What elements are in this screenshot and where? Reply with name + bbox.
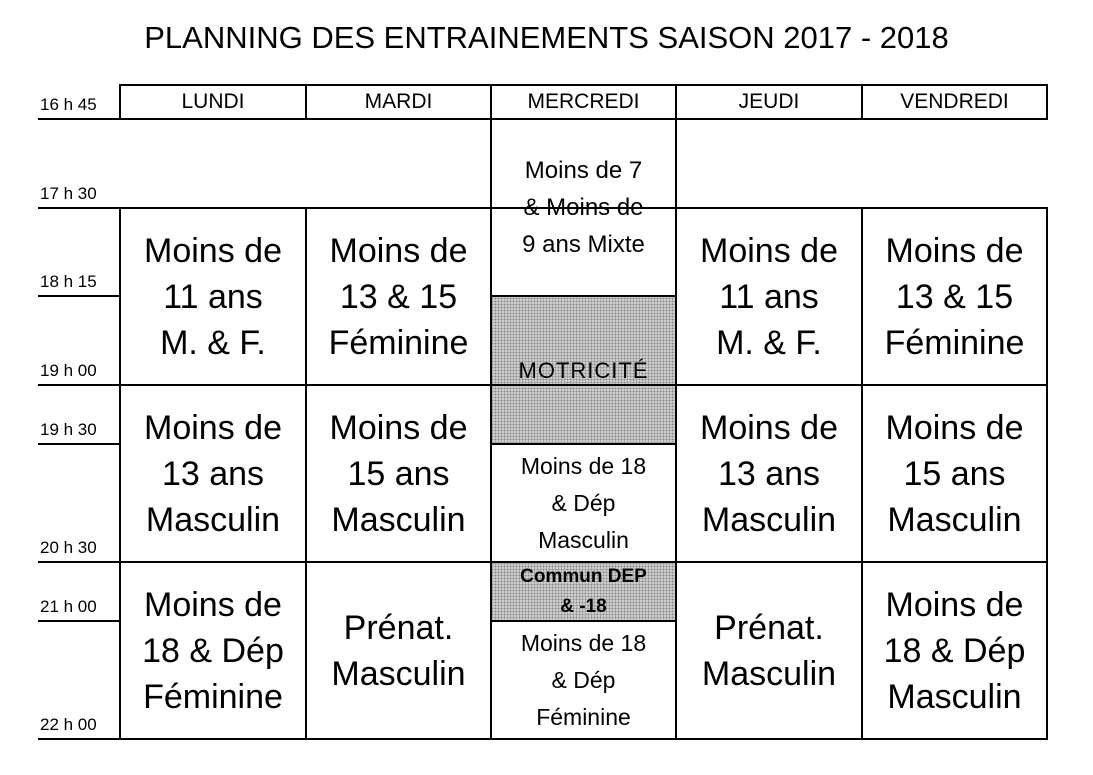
grid-line <box>490 443 677 445</box>
session-mercredi-1: Moins de 7 & Moins de 9 ans Mixte <box>522 157 645 258</box>
session-lundi-3: Moins de 18 & Dép Féminine <box>142 585 284 716</box>
day-header-mardi: MARDI <box>364 90 433 113</box>
time-label: 19 h 00 <box>40 361 97 380</box>
day-header-jeudi: JEUDI <box>738 90 800 113</box>
session-vendredi-3: Moins de 18 & Dép Masculin <box>883 585 1026 716</box>
session-jeudi-1: Moins de 11 ans M. & F. <box>700 231 838 362</box>
session-mardi-2: Moins de 15 ans Masculin <box>329 408 468 539</box>
session-vendredi-2: Moins de 15 ans Masculin <box>885 408 1024 539</box>
grid-line <box>675 120 677 740</box>
grid-line <box>490 120 492 740</box>
grid-line <box>305 207 307 740</box>
grid-line <box>119 384 1048 386</box>
grid-line <box>490 620 677 622</box>
grid-line <box>119 84 121 120</box>
grid-line <box>119 738 1048 740</box>
grid-line <box>490 84 492 120</box>
day-header-mercredi: MERCREDI <box>527 90 640 113</box>
grid-line <box>305 84 307 120</box>
session-mercredi-commun: Commun DEP & -18 <box>491 562 676 621</box>
time-label: 19 h 30 <box>40 420 97 439</box>
grid-line <box>119 84 1048 86</box>
day-header-lundi: LUNDI <box>181 90 245 113</box>
time-rule <box>38 620 120 622</box>
grid-line <box>119 561 1048 563</box>
session-jeudi-2: Moins de 13 ans Masculin <box>700 408 838 539</box>
session-lundi-1: Moins de 11 ans M. & F. <box>144 231 282 362</box>
session-mercredi-5: Moins de 18 & Dép Féminine <box>520 629 647 730</box>
grid-line <box>861 207 863 740</box>
grid-line <box>119 207 1048 209</box>
session-mercredi-motricite: MOTRICITÉ <box>491 297 676 444</box>
time-label: 21 h 00 <box>40 597 97 616</box>
time-rule <box>38 443 120 445</box>
grid-line <box>1046 207 1048 740</box>
grid-line <box>861 84 863 120</box>
grid-line <box>490 295 677 297</box>
time-rule <box>38 561 120 563</box>
day-header-vendredi: VENDREDI <box>900 90 1009 113</box>
time-rule <box>38 384 120 386</box>
session-lundi-2: Moins de 13 ans Masculin <box>144 408 282 539</box>
time-label: 20 h 30 <box>40 538 97 557</box>
session-vendredi-1: Moins de 13 & 15 Féminine <box>884 231 1025 362</box>
grid-line <box>1046 84 1048 120</box>
time-rule <box>38 738 120 740</box>
session-mercredi-3: Moins de 18 & Dép Masculin <box>520 452 647 553</box>
session-mardi-1: Moins de 13 & 15 Féminine <box>328 231 469 362</box>
grid-line <box>119 207 121 740</box>
session-mardi-3: Prénat. Masculin <box>331 608 466 693</box>
time-label: 17 h 30 <box>40 184 97 203</box>
grid-line <box>119 118 1048 120</box>
time-label: 16 h 45 <box>40 95 97 114</box>
time-rule <box>38 118 120 120</box>
time-rule <box>38 207 120 209</box>
time-rule <box>38 295 120 297</box>
page-title: PLANNING DES ENTRAINEMENTS SAISON 2017 - 2018 <box>144 20 949 55</box>
grid-line <box>675 84 677 120</box>
session-jeudi-3: Prénat. Masculin <box>701 608 837 693</box>
time-label: 22 h 00 <box>40 715 97 734</box>
time-label: 18 h 15 <box>40 272 97 291</box>
